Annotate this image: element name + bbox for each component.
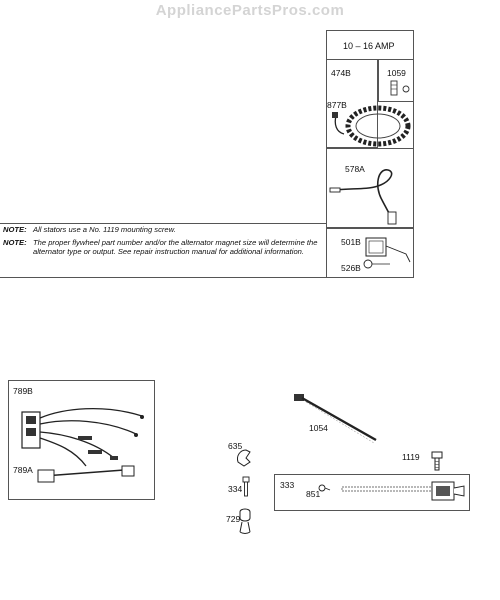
- stator-coil-icon: [326, 100, 414, 148]
- note-key: NOTE:: [3, 225, 27, 234]
- note-row: [3, 238, 325, 256]
- rectifier-icon: [360, 232, 412, 272]
- notes: [3, 225, 325, 260]
- part-label-474B: 474B: [331, 68, 351, 78]
- notes-top-border: [0, 223, 326, 224]
- part-label-877B: 877B: [327, 100, 347, 110]
- part-label-578A: 578A: [345, 164, 365, 174]
- clamp-icon: [237, 508, 253, 534]
- part-label-635: 635: [228, 441, 243, 451]
- cable-tie-icon: [292, 388, 382, 448]
- note-key: NOTE:: [3, 238, 27, 247]
- note-text: All stators use a No. 1119 mounting screw.: [33, 225, 176, 234]
- part-label-789A: 789A: [13, 465, 33, 475]
- mounting-screw-icon: [428, 450, 446, 472]
- part-label-1059: 1059: [387, 68, 406, 78]
- part-label-1119: 1119: [402, 452, 420, 462]
- notes-bottom-border: [0, 277, 326, 278]
- note-text: The proper flywheel part number and/or the alternator magnet size will determine the alternator type or output. See repair instruction manual for additional information.: [33, 238, 318, 256]
- part-label-501B: 501B: [341, 237, 361, 247]
- screw-icon: [388, 78, 412, 98]
- part-label-851: 851: [306, 489, 321, 499]
- spark-plug-lead-icon: [316, 476, 468, 510]
- note-row: [3, 225, 325, 234]
- amp-header: 10 – 16 AMP: [343, 41, 395, 51]
- part-label-1054: 1054: [309, 423, 328, 433]
- wire-lead-icon: [330, 160, 414, 228]
- watermark: AppliancePartsPros.com: [155, 2, 345, 19]
- part-label-334: 334: [228, 484, 243, 494]
- part-label-333: 333: [280, 480, 295, 490]
- part-label-789B: 789B: [13, 386, 33, 396]
- pin-icon: [241, 476, 251, 498]
- part-label-526B: 526B: [341, 263, 361, 273]
- part-label-729: 729: [226, 514, 241, 524]
- wire-clip-icon: [234, 446, 254, 468]
- wire-harness-icon: [14, 390, 154, 490]
